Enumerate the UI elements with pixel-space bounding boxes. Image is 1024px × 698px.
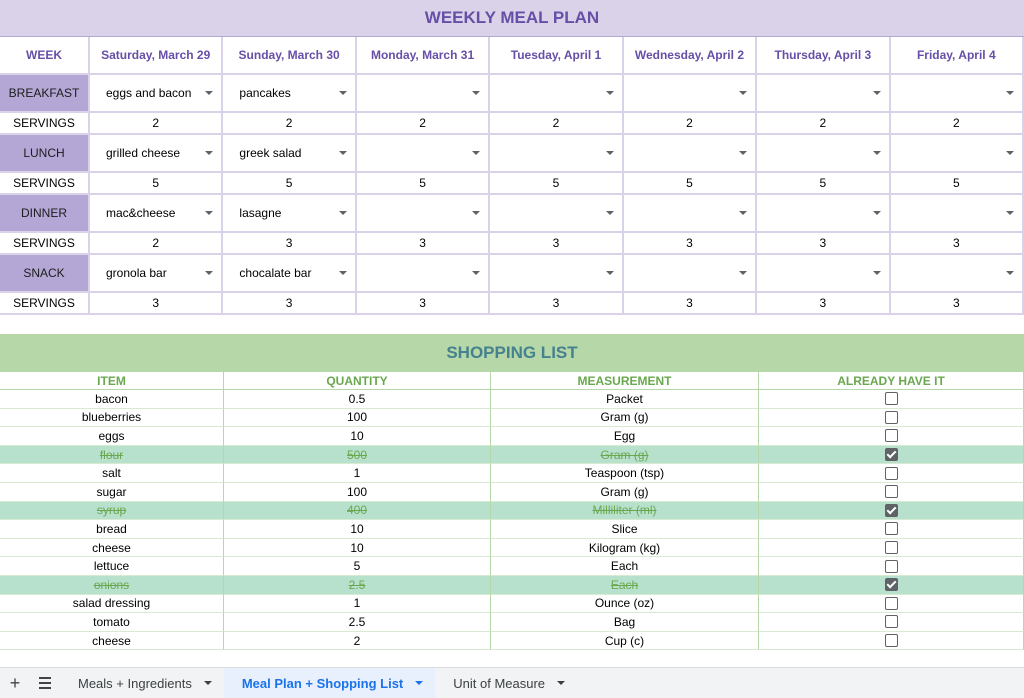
quantity-cell[interactable]: 100 [224, 409, 491, 428]
quantity-cell[interactable]: 2.5 [224, 576, 491, 595]
meal-dropdown[interactable] [357, 195, 490, 233]
meal-plan-section [0, 0, 1024, 315]
servings-cell[interactable]: 5 [757, 173, 890, 195]
dropdown-arrow-icon [472, 91, 480, 95]
measurement-cell[interactable]: Slice [491, 520, 759, 539]
dropdown-arrow-icon [205, 271, 213, 275]
item-cell[interactable]: bacon [0, 390, 224, 409]
sheet-tabs [60, 668, 577, 698]
day-header: Saturday, March 29 [90, 37, 223, 75]
dropdown-arrow-icon [606, 271, 614, 275]
meal-dropdown-value: lasagne [239, 206, 282, 220]
item-cell[interactable]: bread [0, 520, 224, 539]
already-have-checkbox[interactable] [885, 504, 898, 517]
meal-dropdown[interactable] [357, 135, 490, 173]
chevron-down-icon[interactable] [204, 681, 212, 685]
meal-dropdown[interactable] [90, 255, 223, 293]
servings-label: SERVINGS [0, 233, 90, 255]
meal-dropdown-value: pancakes [239, 86, 291, 100]
shopping-list-title: SHOPPING LIST [0, 334, 1024, 372]
meal-dropdown[interactable] [90, 135, 223, 173]
shopping-header: ALREADY HAVE IT [759, 372, 1024, 390]
meal-plan-title: WEEKLY MEAL PLAN [0, 0, 1024, 37]
chevron-down-icon[interactable] [415, 681, 423, 685]
already-have-checkbox[interactable] [885, 560, 898, 573]
servings-cell[interactable]: 3 [757, 293, 890, 315]
measurement-cell[interactable]: Each [491, 576, 759, 595]
day-header: Friday, April 4 [891, 37, 1024, 75]
item-cell[interactable]: cheese [0, 632, 224, 651]
sheet-tab-bar [0, 667, 1024, 698]
measurement-cell[interactable]: Gram (g) [491, 483, 759, 502]
dropdown-arrow-icon [205, 151, 213, 155]
servings-cell[interactable]: 5 [490, 173, 623, 195]
meal-dropdown[interactable] [357, 75, 490, 113]
meal-dropdown[interactable] [90, 75, 223, 113]
quantity-cell[interactable]: 2.5 [224, 613, 491, 632]
meal-dropdown[interactable] [357, 255, 490, 293]
quantity-cell[interactable]: 500 [224, 446, 491, 465]
meal-label-snack: SNACK [0, 255, 90, 293]
servings-cell[interactable]: 2 [624, 113, 757, 135]
servings-cell[interactable]: 2 [223, 113, 356, 135]
measurement-cell[interactable]: Teaspoon (tsp) [491, 464, 759, 483]
servings-cell[interactable]: 2 [90, 113, 223, 135]
already-have-checkbox[interactable] [885, 578, 898, 591]
quantity-cell[interactable]: 1 [224, 595, 491, 614]
dropdown-arrow-icon [739, 91, 747, 95]
meal-dropdown[interactable] [490, 195, 623, 233]
sheet-tab-label: Unit of Measure [453, 675, 546, 691]
already-have-checkbox[interactable] [885, 597, 898, 610]
have-it-cell [759, 427, 1024, 446]
day-header: Thursday, April 3 [757, 37, 890, 75]
sheet-tab-label: Meals + Ingredients [78, 675, 192, 691]
dropdown-arrow-icon [339, 91, 347, 95]
meal-dropdown-value: grilled cheese [106, 146, 181, 160]
dropdown-arrow-icon [873, 91, 881, 95]
meal-dropdown[interactable] [891, 195, 1024, 233]
measurement-cell[interactable]: Bag [491, 613, 759, 632]
quantity-cell[interactable]: 5 [224, 557, 491, 576]
meal-dropdown[interactable] [891, 255, 1024, 293]
measurement-cell[interactable]: Each [491, 557, 759, 576]
already-have-checkbox[interactable] [885, 467, 898, 480]
quantity-cell[interactable]: 10 [224, 539, 491, 558]
meal-dropdown[interactable] [624, 255, 757, 293]
meal-dropdown[interactable] [891, 135, 1024, 173]
have-it-cell [759, 409, 1024, 428]
meal-plan-grid [0, 37, 1024, 315]
servings-cell[interactable]: 2 [891, 113, 1024, 135]
have-it-cell [759, 613, 1024, 632]
item-cell[interactable]: flour [0, 446, 224, 465]
measurement-cell[interactable]: Cup (c) [491, 632, 759, 651]
already-have-checkbox[interactable] [885, 485, 898, 498]
dropdown-arrow-icon [606, 91, 614, 95]
have-it-cell [759, 446, 1024, 465]
item-cell[interactable]: tomato [0, 613, 224, 632]
meal-dropdown[interactable] [490, 255, 623, 293]
quantity-cell[interactable]: 2 [224, 632, 491, 651]
item-cell[interactable]: syrup [0, 502, 224, 521]
measurement-cell[interactable]: Gram (g) [491, 446, 759, 465]
measurement-cell[interactable]: Milliliter (ml) [491, 502, 759, 521]
shopping-header: MEASUREMENT [491, 372, 759, 390]
meal-dropdown[interactable] [490, 75, 623, 113]
meal-dropdown-value: greek salad [239, 146, 302, 160]
dropdown-arrow-icon [873, 151, 881, 155]
dropdown-arrow-icon [873, 211, 881, 215]
servings-cell[interactable]: 3 [757, 233, 890, 255]
have-it-cell [759, 464, 1024, 483]
have-it-cell [759, 632, 1024, 651]
shopping-list-grid [0, 372, 1024, 650]
have-it-cell [759, 576, 1024, 595]
quantity-cell[interactable]: 0.5 [224, 390, 491, 409]
have-it-cell [759, 483, 1024, 502]
measurement-cell[interactable]: Kilogram (kg) [491, 539, 759, 558]
servings-cell[interactable]: 3 [223, 293, 356, 315]
servings-cell[interactable]: 2 [490, 113, 623, 135]
servings-cell[interactable]: 5 [357, 173, 490, 195]
dropdown-arrow-icon [1006, 211, 1014, 215]
shopping-header: QUANTITY [224, 372, 491, 390]
have-it-cell [759, 520, 1024, 539]
item-cell[interactable]: lettuce [0, 557, 224, 576]
dropdown-arrow-icon [873, 271, 881, 275]
week-header: WEEK [0, 37, 90, 75]
dropdown-arrow-icon [1006, 91, 1014, 95]
dropdown-arrow-icon [205, 211, 213, 215]
sheet-tab-label: Meal Plan + Shopping List [241, 675, 404, 691]
quantity-cell[interactable]: 400 [224, 502, 491, 521]
servings-cell[interactable]: 5 [90, 173, 223, 195]
already-have-checkbox[interactable] [885, 448, 898, 461]
hamburger-icon[interactable] [30, 668, 60, 698]
meal-dropdown-value: chocalate bar [239, 266, 312, 280]
servings-cell[interactable]: 3 [891, 233, 1024, 255]
already-have-checkbox[interactable] [885, 615, 898, 628]
dropdown-arrow-icon [606, 151, 614, 155]
item-cell[interactable]: eggs [0, 427, 224, 446]
have-it-cell [759, 390, 1024, 409]
dropdown-arrow-icon [472, 211, 480, 215]
meal-dropdown[interactable] [223, 195, 356, 233]
meal-dropdown[interactable] [624, 195, 757, 233]
measurement-cell[interactable]: Gram (g) [491, 409, 759, 428]
meal-dropdown[interactable] [891, 75, 1024, 113]
dropdown-arrow-icon [339, 151, 347, 155]
dropdown-arrow-icon [606, 211, 614, 215]
chevron-down-icon[interactable] [557, 681, 565, 685]
day-header: Monday, March 31 [357, 37, 490, 75]
meal-dropdown[interactable] [223, 75, 356, 113]
have-it-cell [759, 539, 1024, 558]
day-header: Sunday, March 30 [223, 37, 356, 75]
dropdown-arrow-icon [739, 211, 747, 215]
meal-dropdown[interactable] [757, 255, 890, 293]
servings-cell[interactable]: 3 [490, 293, 623, 315]
meal-dropdown[interactable] [490, 135, 623, 173]
already-have-checkbox[interactable] [885, 411, 898, 424]
meal-dropdown[interactable] [223, 255, 356, 293]
dropdown-arrow-icon [1006, 271, 1014, 275]
servings-cell[interactable]: 2 [90, 233, 223, 255]
sheet-tab[interactable] [60, 668, 224, 698]
sheet-tab[interactable] [435, 668, 577, 698]
item-cell[interactable]: salt [0, 464, 224, 483]
meal-dropdown[interactable] [223, 135, 356, 173]
meal-dropdown-value: mac&cheese [106, 206, 176, 220]
dropdown-arrow-icon [1006, 151, 1014, 155]
plus-icon[interactable]: + [9, 672, 21, 693]
meal-dropdown[interactable] [624, 75, 757, 113]
shopping-list-section [0, 334, 1024, 650]
servings-label: SERVINGS [0, 293, 90, 315]
measurement-cell[interactable]: Ounce (oz) [491, 595, 759, 614]
meal-dropdown-value: eggs and bacon [106, 86, 192, 100]
dropdown-arrow-icon [739, 271, 747, 275]
meal-dropdown[interactable] [624, 135, 757, 173]
servings-cell[interactable]: 2 [757, 113, 890, 135]
dropdown-arrow-icon [472, 271, 480, 275]
measurement-cell[interactable]: Packet [491, 390, 759, 409]
already-have-checkbox[interactable] [885, 522, 898, 535]
dropdown-arrow-icon [339, 271, 347, 275]
servings-cell[interactable]: 5 [223, 173, 356, 195]
item-cell[interactable]: sugar [0, 483, 224, 502]
servings-cell[interactable]: 3 [624, 233, 757, 255]
already-have-checkbox[interactable] [885, 541, 898, 554]
meal-dropdown[interactable] [90, 195, 223, 233]
dropdown-arrow-icon [205, 91, 213, 95]
measurement-cell[interactable]: Egg [491, 427, 759, 446]
already-have-checkbox[interactable] [885, 634, 898, 647]
meal-label-lunch: LUNCH [0, 135, 90, 173]
item-cell[interactable]: salad dressing [0, 595, 224, 614]
shopping-header: ITEM [0, 372, 224, 390]
sheet-tab[interactable] [224, 668, 435, 698]
meal-dropdown[interactable] [757, 195, 890, 233]
servings-label: SERVINGS [0, 113, 90, 135]
servings-cell[interactable]: 5 [624, 173, 757, 195]
servings-cell[interactable]: 3 [490, 233, 623, 255]
servings-cell[interactable]: 5 [891, 173, 1024, 195]
dropdown-arrow-icon [472, 151, 480, 155]
dropdown-arrow-icon [739, 151, 747, 155]
quantity-cell[interactable]: 10 [224, 520, 491, 539]
servings-cell[interactable]: 2 [357, 113, 490, 135]
already-have-checkbox[interactable] [885, 429, 898, 442]
meal-dropdown[interactable] [757, 135, 890, 173]
servings-cell[interactable]: 3 [357, 293, 490, 315]
item-cell[interactable]: onions [0, 576, 224, 595]
servings-cell[interactable]: 3 [624, 293, 757, 315]
quantity-cell[interactable]: 100 [224, 483, 491, 502]
day-header: Tuesday, April 1 [490, 37, 623, 75]
meal-label-breakfast: BREAKFAST [0, 75, 90, 113]
meal-label-dinner: DINNER [0, 195, 90, 233]
servings-cell[interactable]: 3 [90, 293, 223, 315]
meal-dropdown[interactable] [757, 75, 890, 113]
servings-label: SERVINGS [0, 173, 90, 195]
already-have-checkbox[interactable] [885, 392, 898, 405]
quantity-cell[interactable]: 10 [224, 427, 491, 446]
day-header: Wednesday, April 2 [624, 37, 757, 75]
dropdown-arrow-icon [339, 211, 347, 215]
servings-cell[interactable]: 3 [891, 293, 1024, 315]
meal-dropdown-value: gronola bar [106, 266, 167, 280]
servings-cell[interactable]: 3 [357, 233, 490, 255]
item-cell[interactable]: blueberries [0, 409, 224, 428]
have-it-cell [759, 595, 1024, 614]
quantity-cell[interactable]: 1 [224, 464, 491, 483]
servings-cell[interactable]: 3 [223, 233, 356, 255]
have-it-cell [759, 557, 1024, 576]
item-cell[interactable]: cheese [0, 539, 224, 558]
have-it-cell [759, 502, 1024, 521]
